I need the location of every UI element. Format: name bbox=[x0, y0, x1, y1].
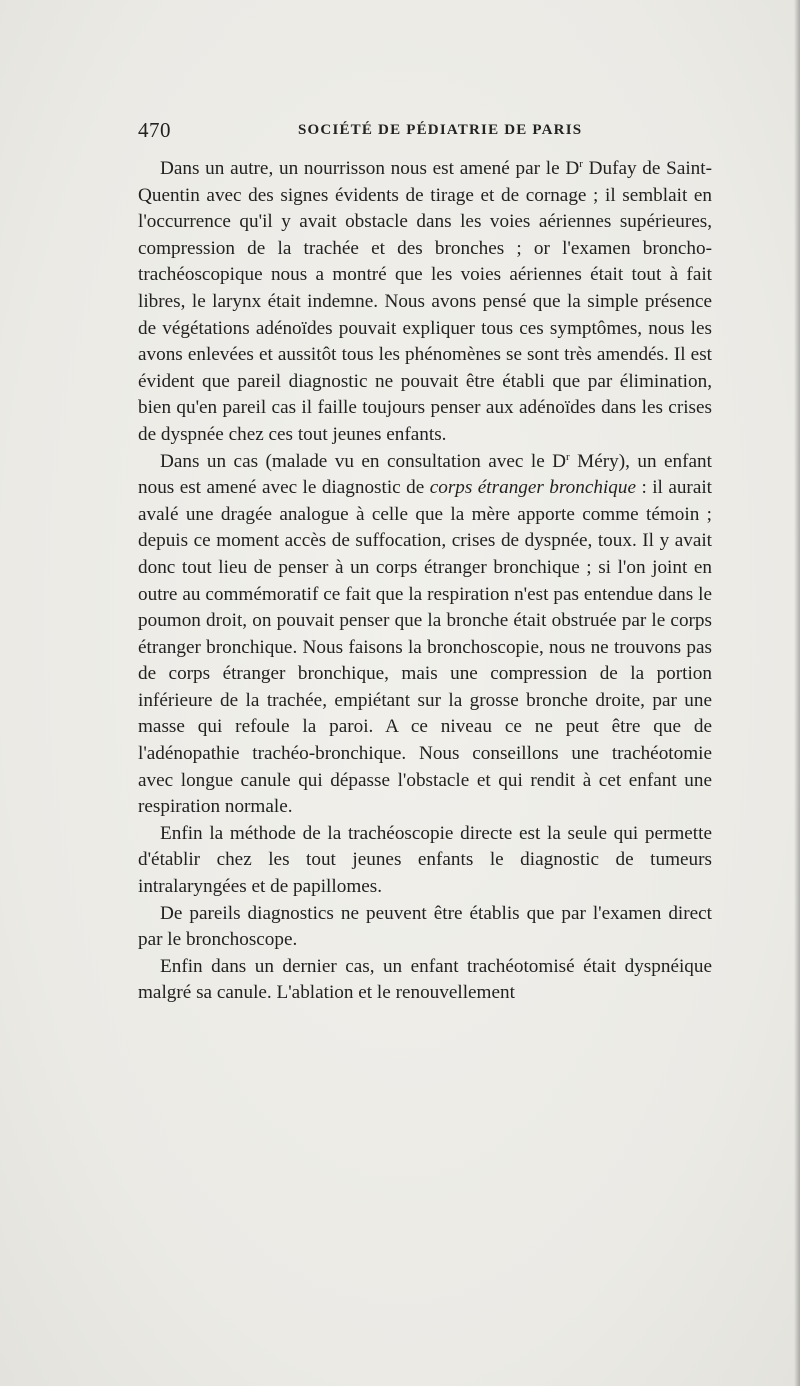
body-text bbox=[138, 156, 712, 1007]
paragraph-5: Enfin dans un dernier cas, un enfant trachéotomisé était dyspnéique malgré sa canule. L'ablation et le renouvellement bbox=[138, 955, 712, 1004]
paragraph-2-text-a: Dans un cas (malade vu en consultation avec le D bbox=[160, 450, 567, 472]
page-edge-shadow bbox=[794, 0, 800, 1386]
doctor-abbrev-sup: r bbox=[579, 158, 583, 170]
paragraph-2-text-b: Méry), un enfant nous est amené avec le diagnostic de bbox=[138, 450, 712, 499]
running-title: SOCIÉTÉ DE PÉDIATRIE DE PARIS bbox=[298, 122, 583, 138]
paragraph-1-text-a: Dans un autre, un nourrisson nous est amené par le D bbox=[160, 158, 580, 179]
paragraph-2 bbox=[138, 449, 712, 821]
page-number: 470 bbox=[138, 118, 171, 142]
paragraph-4: De pareils diagnostics ne peuvent être établis que par l'examen direct par le bronchoscope. bbox=[138, 902, 712, 951]
paragraph-1-text-b: Dufay de Saint-Quentin avec des signes évidents de tirage et de cornage ; il semblait en l'occurrence qu'il y avait obstacle dans les voies aériennes supérieures, compression de la trachée et des bronches ; or l'examen broncho-trachéoscopique nous a montré que les voies aériennes était tout à fait libres, le larynx était indemne. Nous avons pensé que la simple présence de végétations adénoïdes pouvait expliquer tous ces symptômes, nous les avons enlevées et aussitôt tous les phénomènes se sont très amendés. Il est évident que pareil diagnostic ne pouvait être établi que par élimination, bien qu'en pareil cas il faille toujours penser aux adénoïdes dans les crises de dyspnée chez ces tout jeunes enfants. bbox=[138, 158, 712, 445]
paragraph-2-italic: corps étranger bronchique bbox=[429, 477, 636, 499]
paragraph-3: Enfin la méthode de la trachéoscopie directe est la seule qui permette d'établir chez les tout jeunes enfants le diagnostic de tumeurs intralaryngées et de papillomes. bbox=[138, 822, 712, 898]
paragraph-1 bbox=[138, 156, 712, 449]
doctor-abbrev-sup: r bbox=[566, 450, 570, 463]
page-header bbox=[138, 118, 720, 146]
paragraph-2-text-c: : il aurait avalé une dragée analogue à celle que la mère apporte comme témoin ; depuis ce moment accès de suffocation, crises de dyspnée, toux. Il y avait donc tout lieu de penser à un corps étranger bronchique ; si l'on joint en outre au commémoratif ce fait que la respiration n'est pas entendue dans le poumon droit, on pouvait penser que la bronche était obstruée par le corps étranger bronchique. Nous faisons la bronchoscopie, nous ne trouvons pas de corps étranger bronchique, mais une compression de la portion inférieure de la trachée, empiétant sur la grosse bronche droite, par une masse qui refoule la paroi. A ce niveau ce ne peut être que de l'adénopathie trachéo-bronchique. Nous conseillons une trachéotomie avec longue canule qui dépasse l'obstacle et qui rendit à cet enfant une respiration normale. bbox=[138, 477, 712, 818]
